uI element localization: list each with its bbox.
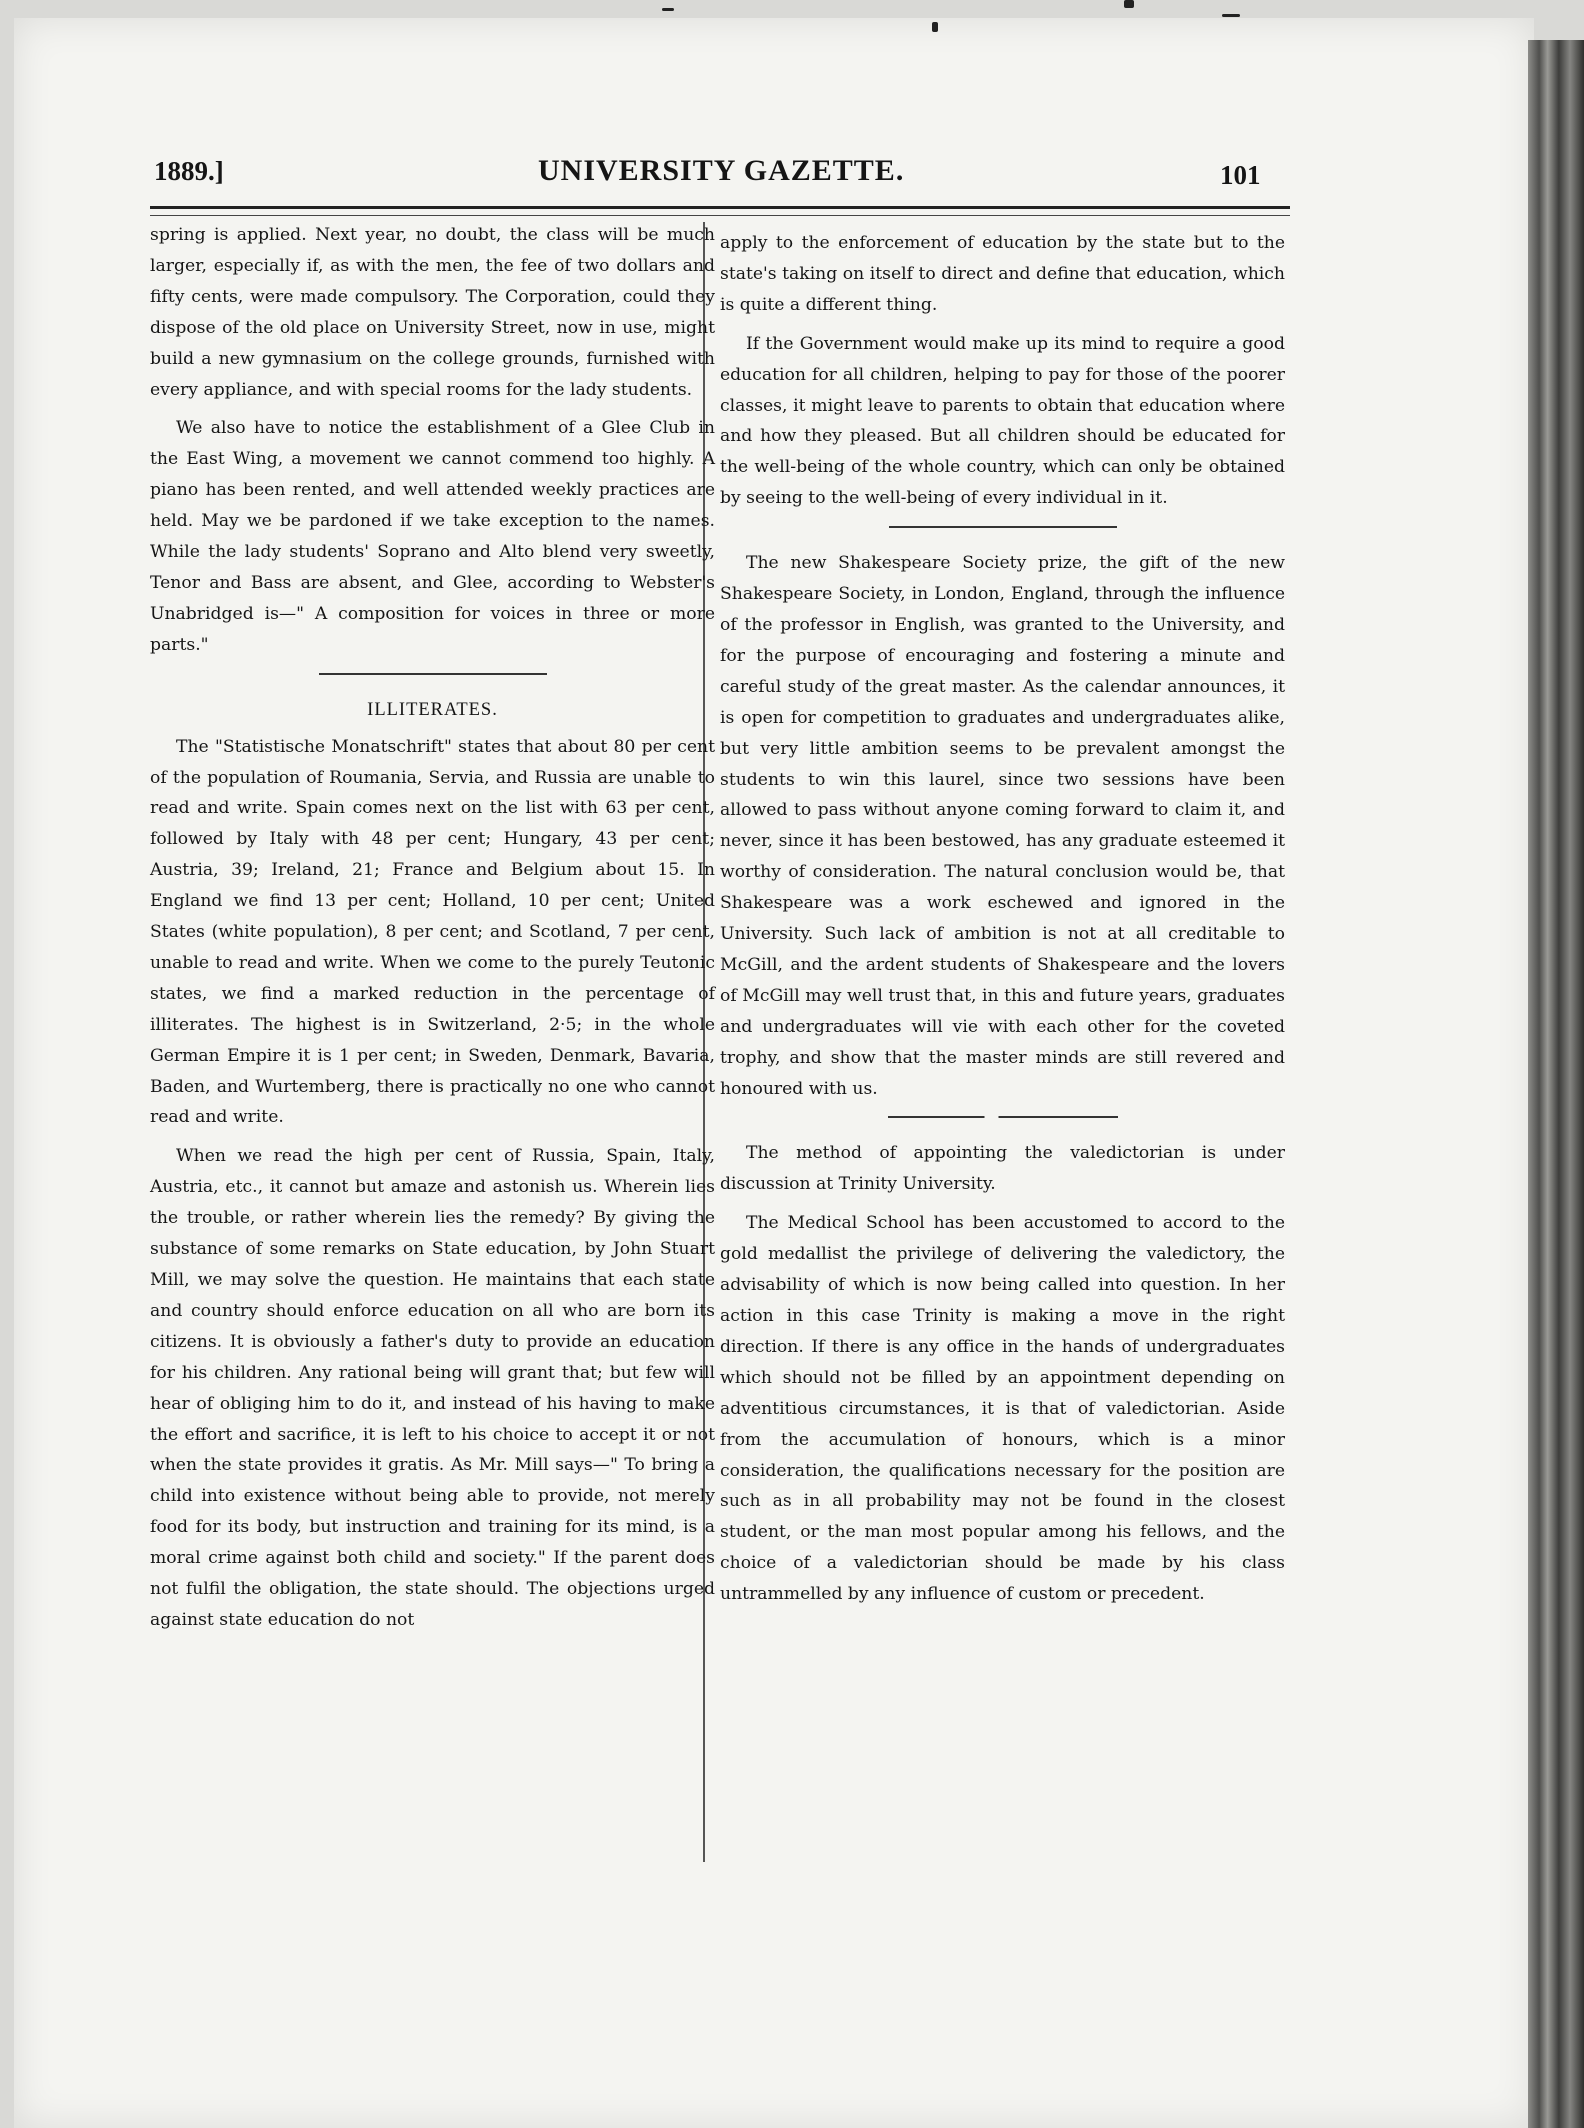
paragraph: The Medical School has been accustomed to accord to the gold medallist the privilege of delivering the valedictory, the advisability of which is now being called into question. In her action in this case Trinity is making a move in the right direction. If there is any office in the hands of undergraduates which should not be filled by an appointment depending on adventitious circumstances, it is that of valedictorian. Aside from the accumulation of honours, which is a minor consideration, the qualifications necessary for the position are such as in all probability may not be found in the closest student, or the man most popular among his fellows, and the choice of a valedictorian should be made by his class untrammelled by any influence of custom or precedent. [720, 1213, 1285, 1605]
section-heading: ILLITERATES. [367, 699, 498, 720]
ink-speck [1222, 14, 1240, 17]
header-rule [150, 206, 1290, 216]
left-column [150, 220, 715, 1644]
paragraph: spring is applied. Next year, no doubt, the class will be much larger, especially if, as with the men, the fee of two dollars and fifty cents, were made compulsory. The Corporation, could they dispose of the old place on University Street, now in use, might build a new gymnasium on the college grounds, furnished with every appliance, and with special rooms for the lady students. [150, 225, 715, 400]
page-number: 101 [1220, 160, 1261, 190]
paragraph: We also have to notice the establishment of a Glee Club in the East Wing, a movement we cannot commend too highly. A piano has been rented, and well attended weekly practices are held. May we be pardoned if we take exception to the names. While the lady students' Soprano and Alto blend very sweetly, Tenor and Bass are absent, and Glee, according to Webster's Unabridged is—" A composition for voices in three or more parts." [150, 418, 715, 655]
section-separator [319, 673, 547, 675]
section-separator [888, 1116, 1118, 1118]
paragraph: apply to the enforcement of education by the state but to the state's taking on itself to direct and define that education, which is quite a different thing. [720, 233, 1285, 315]
ink-speck [932, 22, 938, 32]
publication-title: UNIVERSITY GAZETTE. [538, 154, 905, 187]
right-column [720, 228, 1285, 1618]
paragraph: The method of appointing the valedictorian is under discussion at Trinity University. [720, 1143, 1285, 1195]
paragraph: The "Statistische Monatschrift" states that about 80 per cent of the population of Roumania, Servia, and Russia are unable to read and write. Spain comes next on the list with 63 per cent, followed by Italy with 48 per cent; Hungary, 43 per cent; Austria, 39; Ireland, 21; France and Belgium about 15. In England we find 13 per cent; Holland, 10 per cent; United States (white population), 8 per cent; and Scotland, 7 per cent, unable to read and write. When we come to the purely Teutonic states, we find a marked reduction in the percentage of illiterates. The highest is in Switzerland, 2·5; in the whole German Empire it is 1 per cent; in Sweden, Denmark, Bavaria, Baden, and Wurtemberg, there is practically no one who cannot read and write. [150, 736, 715, 1128]
header-year: 1889.] [154, 156, 224, 186]
paragraph: The new Shakespeare Society prize, the gift of the new Shakespeare Society, in London, England, through the influence of the professor in English, was granted to the University, and for the purpose of encouraging and fostering a minute and careful study of the great master. As the calendar announces, it is open for competition to graduates and undergraduates alike, but very little ambition seems to be prevalent amongst the students to win this laurel, since two sessions have been allowed to pass without anyone coming forward to claim it, and never, since it has been bestowed, has any graduate esteemed it worthy of consideration. The natural conclusion would be, that Shakespeare was a work eschewed and ignored in the University. Such lack of ambition is not at all creditable to McGill, and the ardent students of Shakespeare and the lovers of McGill may well trust that, in this and future years, graduates and undergraduates will vie with each other for the coveted trophy, and show that the master minds are still revered and honoured with us. [720, 553, 1285, 1099]
paragraph: If the Government would make up its mind to require a good education for all children, helping to pay for those of the poorer classes, it might leave to parents to obtain that education where and how they pleased. But all children should be educated for the well-being of the whole country, which can only be obtained by seeing to the well-being of every individual in it. [720, 333, 1285, 509]
book-spine [1528, 40, 1584, 2128]
paragraph: When we read the high per cent of Russia, Spain, Italy, Austria, etc., it cannot but amaze and astonish us. Wherein lies the trouble, or rather wherein lies the remedy? By giving the substance of some remarks on State education, by John Stuart Mill, we may solve the question. He maintains that each state and country should enforce education on all who are born its citizens. It is obviously a father's duty to provide an education for his children. Any rational being will grant that; but few will hear of obliging him to do it, and instead of his having to make the effort and sacrifice, it is left to his choice to accept it or not when the state provides it gratis. As Mr. Mill says—" To bring a child into existence without being able to provide, not merely food for its body, but instruction and training for its mind, is a moral crime against both child and society." If the parent does not fulfil the obligation, the state should. The objections urged against state education do not [150, 1146, 715, 1630]
running-head [150, 150, 1290, 206]
ink-speck [1124, 0, 1134, 8]
ink-speck [662, 8, 674, 11]
section-separator [889, 526, 1117, 528]
newspaper-page [150, 150, 1295, 2030]
